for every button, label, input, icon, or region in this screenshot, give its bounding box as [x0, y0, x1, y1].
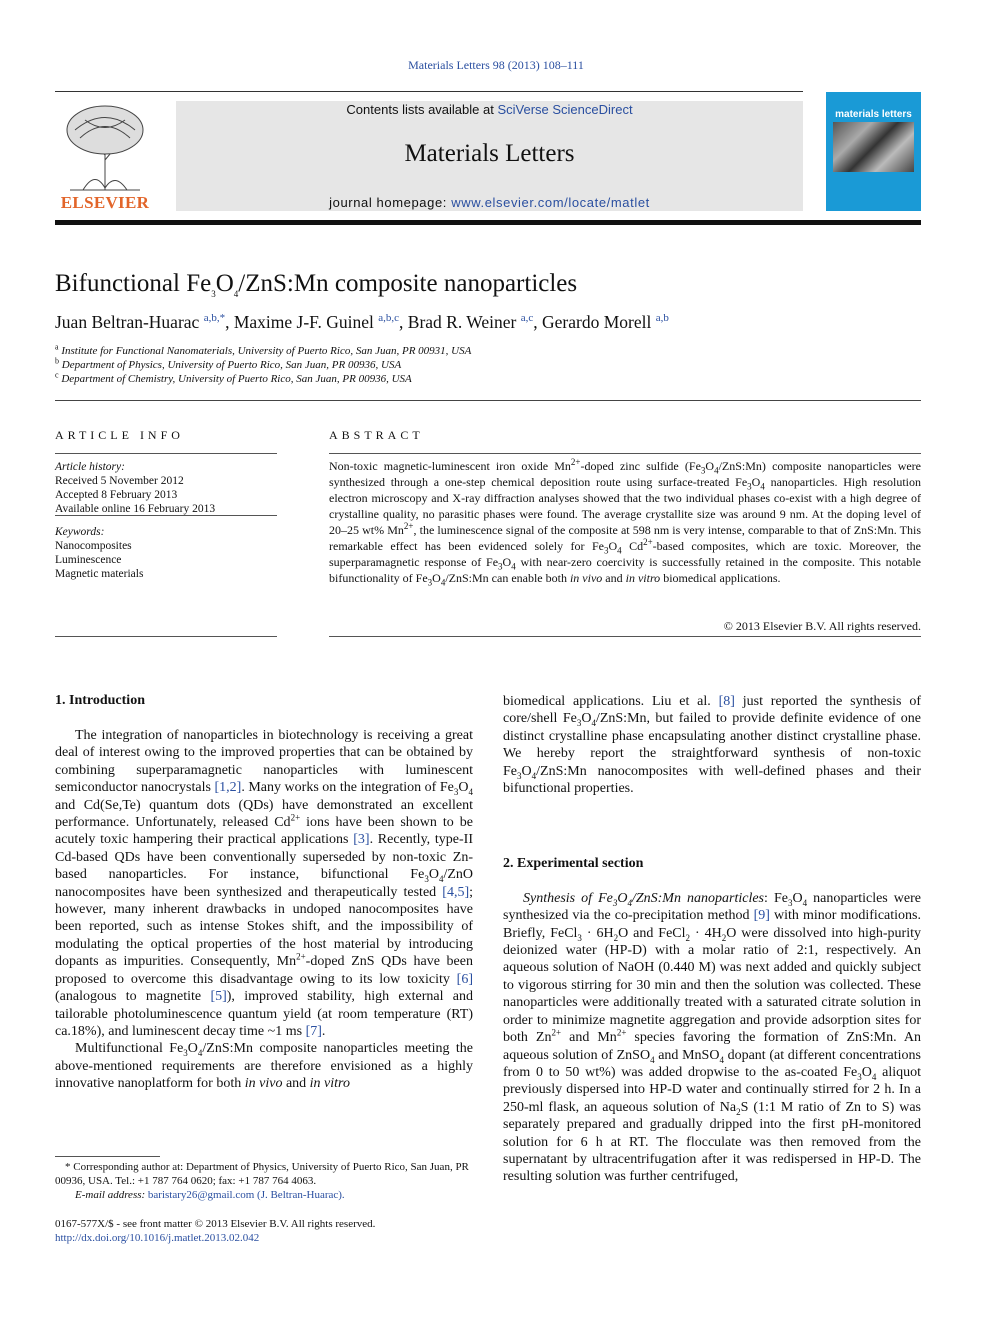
- author-name: Gerardo Morell: [542, 312, 652, 332]
- article-info-heading: ARTICLE INFO: [55, 428, 184, 442]
- divider: [329, 453, 921, 454]
- journal-cover-thumbnail[interactable]: [826, 92, 921, 211]
- divider: [55, 400, 921, 401]
- journal-homepage-link[interactable]: www.elsevier.com/locate/matlet: [451, 195, 650, 210]
- cover-image: [833, 122, 914, 172]
- abstract-copyright: © 2013 Elsevier B.V. All rights reserved.: [723, 619, 921, 633]
- divider: [55, 453, 277, 454]
- author-affiliation[interactable]: a,b: [655, 312, 669, 325]
- author-affiliation[interactable]: a,c: [520, 312, 534, 325]
- author-affiliation[interactable]: a,b,c: [378, 312, 400, 325]
- journal-citation[interactable]: Materials Letters 98 (2013) 108–111: [408, 58, 584, 72]
- footnote-divider: [55, 1156, 160, 1157]
- section-heading-introduction: 1. Introduction: [55, 693, 145, 708]
- affiliation-a: $^a$ Institute for Functional Nanomaterials, University of Puerto Rico, San Juan, PR 00931, USA: [55, 342, 472, 357]
- section-heading-experimental: 2. Experimental section: [503, 856, 644, 872]
- divider: [329, 636, 921, 637]
- keywords: Keywords: Nanocomposites Luminescence Magnetic materials: [55, 526, 144, 580]
- cover-title: materials letters: [835, 109, 912, 120]
- header-thick-rule: [55, 220, 921, 225]
- abstract-text: Non-toxic magnetic-luminescent iron oxide $Mn^{2+}$-doped zinc sulfide $(Fe_3O_4/ZnS:Mn)$ composite nanoparticles were synthesized through a one-step chemical deposition route using surface-treated $Fe_3O_4$ nanoparticles. High resolution electron microscopy and X-ray diffraction analyses showed that the two individual phases co-exist with a high degree of crystalline quality, no parasitic phases were found. The average crystallite size was around 9 nm. At the doping level of 20–25 wt% $Mn^{2+}$, the luminescence signal of the composite at 598 nm is very intense, comparable to that of ZnS:Mn. This remarkable effect has been evidenced solely for $Fe_3O_4$ $Cd^{2+}$-based composites, which are toxic. Moreover, the superparamagnetic response of $Fe_3O_4$ with near-zero coercivity is successfully retained in the composite. This notable bifunctionality of $Fe_3O_4/ZnS:Mn$ can enable both in vivo and in vitro biomedical applications.: [329, 457, 922, 588]
- corresponding-author-footnote: * Corresponding author at: Department of Physics, University of Puerto Rico, San Juan, PR 00936, USA. Tel.: +1 787 764 0620; fax: +1 787 764 4063. E-mail address: baristary26@gmail.com (J. Beltran-Huarac).: [55, 1161, 469, 1201]
- sciencedirect-link[interactable]: SciVerse ScienceDirect: [497, 102, 633, 117]
- homepage-line: journal homepage: www.elsevier.com/locate/matlet: [329, 195, 650, 210]
- right-column-body: biomedical applications. Liu et al. [8] just reported the synthesis of core/shell $Fe_3O_4/ZnS:Mn$, but failed to provide definite evidence of one distinct crystalline phase encapsulating another distinct crystalline phase. We hereby report the straightforward synthesis of non-toxic $Fe_3O_4/ZnS:Mn$ nanocomposites with well-defined phases and their bifunctional properties. 2. Experimental section Synthesis of $Fe_3O_4/ZnS:Mn$ nanoparticles: $Fe_3O_4$ nanoparticles were synthesized via the co-precipitation method [9] with minor modifications. Briefly, FeCl$_3$ · $6H_2O$ and FeCl$_2$ · $4H_2O$ were dissolved into high-purity deionized water (HP-D) with a molar ratio of 2:1, respectively. An aqueous solution of NaOH (0.440 M) was next added and quickly subject to vigorous stirring for 30 min and then the solution was collected. These nanoparticles were additionally treated with a saturated citrate solution in order to minimize magnetite aggregation and provide adsorption sites for both $Zn^{2+}$ and $Mn^{2+}$ species favoring the formation of ZnS:Mn. An aqueous solution of ZnSO$_4$ and MnSO$_4$ dopant (at different concentrations from 0 to 50 wt%) was added dropwise to the as-coated $Fe_3O_4$ aliquot previously dispersed into HP-D water and continually stirred for 2 h. In a 250-ml flask, an aqueous solution of $Na_2S$ (1:1 M ratio of Zn to S) was separately prepared and gradually dripped into the first pH-monitored solution for 6 h at RT. The flocculate was then removed from the supernatant by ultracentrifugation after it was redispersed in HP-D. The resulting solution was further centrifuged,: [503, 694, 922, 1185]
- author-list: Juan Beltran-Huarac $^{a,b,*}$, Maxime J-F. Guinel $^{a,b,c}$, Brad R. Weiner $^{a,c}$, Gerardo Morell $^{a,b}$: [55, 312, 669, 332]
- front-matter: 0167-577X/$ - see front matter © 2013 Elsevier B.V. All rights reserved. http://dx.doi.org/10.1016/j.matlet.2013.02.042: [55, 1217, 473, 1245]
- article-history: Article history: Received 5 November 2012 Accepted 8 February 2013 Available online 16 February 2013: [55, 461, 216, 515]
- abstract-heading: ABSTRACT: [329, 428, 424, 442]
- divider: [55, 636, 277, 637]
- author-name: Maxime J-F. Guinel: [233, 312, 374, 332]
- article-title: Bifunctional $Fe_3O_4/ZnS:Mn$ composite nanoparticles: [55, 270, 578, 299]
- contents-line: Contents lists available at SciVerse ScienceDirect: [346, 102, 633, 117]
- author-affiliation[interactable]: a,b,*: [203, 312, 226, 325]
- elsevier-wordmark: ELSEVIER: [60, 193, 150, 212]
- affiliation-b: $^b$ Department of Physics, University of Puerto Rico, San Juan, PR 00936, USA: [55, 356, 402, 371]
- author-name: Brad R. Weiner: [407, 312, 517, 332]
- email-link[interactable]: baristary26@gmail.com (J. Beltran-Huarac).: [147, 1189, 345, 1201]
- introduction-body: The integration of nanoparticles in biotechnology is receiving a great deal of interest owing to the improved properties that can be obtained by combining superparamagnetic nanoparticles with luminescent semiconductor nanocrystals [1,2]. Many works on the integration of $Fe_3O_4$ and Cd(Se,Te) quantum dots (QDs) have demonstrated an excellent performance. Unfortunately, released $Cd^{2+}$ ions have been shown to be acutely toxic hampering their practical applications [3]. Recently, type-II Cd-based QDs have been conventionally superseded by non-toxic Zn-based nanoparticles. For instance, bifunctional $Fe_3O_4$/ZnO nanocomposites have been synthesized and therapeutically tested [4,5]; however, many inherent drawbacks in undoped nanocomposites have been reported, such as intense Stokes shift, and the impossibility of modulating the optical properties of the host material by introducing dopants as impurities. Consequently, $Mn^{2+}$-doped ZnS QDs have been proposed to overcome this disadvantage owing to its low toxicity [6] (analogous to magnetite [5]), improved stability, high external and tailorable photoluminescence quantum yield (at room temperature (RT) ca.18%), and luminescent decay time ~1 ms [7]. Multifunctional $Fe_3O_4/ZnS:Mn$ composite nanoparticles meeting the above-mentioned requirements are therefore envisioned as a highly innovative nanoplatform for both in vivo and in vitro: [55, 728, 474, 1092]
- divider: [55, 515, 277, 516]
- affiliation-c: $^c$ Department of Chemistry, University of Puerto Rico, San Juan, PR 00936, USA: [55, 370, 412, 385]
- journal-title: Materials Letters: [404, 140, 575, 167]
- author-name: Juan Beltran-Huarac: [55, 312, 200, 332]
- doi-link[interactable]: http://dx.doi.org/10.1016/j.matlet.2013.02.042: [55, 1232, 260, 1244]
- header-rule: [55, 91, 803, 92]
